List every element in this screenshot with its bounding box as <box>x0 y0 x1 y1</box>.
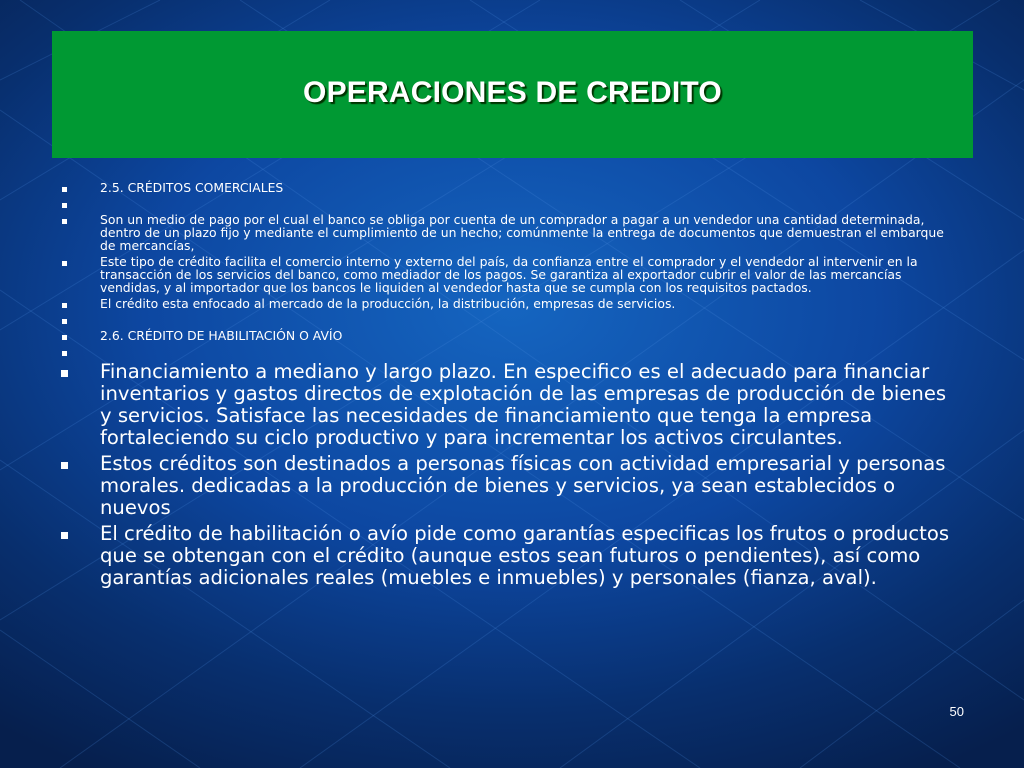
page-number: 50 <box>949 704 964 719</box>
title-banner <box>52 31 973 158</box>
bullet-text: Estos créditos son destinados a personas físicas con actividad empresarial y personas morales. dedicadas a la producción de bienes y servicios, ya sean establecidos o nuevos <box>100 452 946 519</box>
bullet-text: Este tipo de crédito facilita el comercio interno y externo del país, da confianza entre el comprador y el vendedor al intervenir en la transacción de los servicios del banco, como mediador de los pagos. Se garantiza al exportador cubrir el valor de las mercancías vendidas, y al importador que los bancos le liquiden al vendedor hasta que se cumpla con los requisitos pactados. <box>100 254 918 295</box>
bullet-marker <box>61 370 68 377</box>
bullet-list <box>56 181 962 593</box>
bullet-item <box>56 197 962 210</box>
bullet-marker <box>62 261 67 266</box>
bullet-item <box>56 361 962 449</box>
bullet-text: El crédito de habilitación o avío pide como garantías especificas los frutos o productos que se obtengan con el crédito (aunque estos sean futuros o pendientes), así como garantías adicionales reales (muebles e inmuebles) y personales (fianza, aval). <box>100 522 950 589</box>
bullet-marker <box>62 319 67 324</box>
bullet-item <box>56 453 962 519</box>
slide-title: OPERACIONES DE CREDITO <box>303 75 722 109</box>
bullet-item <box>56 345 962 358</box>
bullet-item <box>56 523 962 589</box>
bullet-marker <box>62 351 67 356</box>
bullet-item <box>56 313 962 326</box>
bullet-text: Financiamiento a mediano y largo plazo. En especifico es el adecuado para financiar inventarios y gastos directos de explotación de las empresas de producción de bienes y servicios. Satisface las necesidades de financiamiento que tenga la empresa fortaleciendo su ciclo productivo y para incrementar los activos circulantes. <box>100 360 947 449</box>
bullet-item <box>56 297 962 310</box>
bullet-item <box>56 181 962 194</box>
bullet-marker <box>62 187 67 192</box>
bullet-item <box>56 213 962 252</box>
bullet-marker <box>62 203 67 208</box>
bullet-marker <box>62 219 67 224</box>
bullet-text: Son un medio de pago por el cual el banco se obliga por cuenta de un comprador a pagar a un vendedor una cantidad determinada, dentro de un plazo fijo y mediante el cumplimiento de un hecho; comúnmente la entrega de documentos que demuestran el embarque de mercancías, <box>100 212 944 253</box>
bullet-marker <box>62 303 67 308</box>
bullet-text: 2.6. CRÉDITO DE HABILITACIÓN O AVÍO <box>100 328 343 343</box>
bullet-marker <box>61 532 68 539</box>
bullet-item <box>56 255 962 294</box>
bullet-item <box>56 329 962 342</box>
bullet-text: 2.5. CRÉDITOS COMERCIALES <box>100 180 284 195</box>
bullet-text: El crédito esta enfocado al mercado de la producción, la distribución, empresas de servicios. <box>100 296 676 311</box>
bullet-marker <box>62 335 67 340</box>
bullet-marker <box>61 462 68 469</box>
